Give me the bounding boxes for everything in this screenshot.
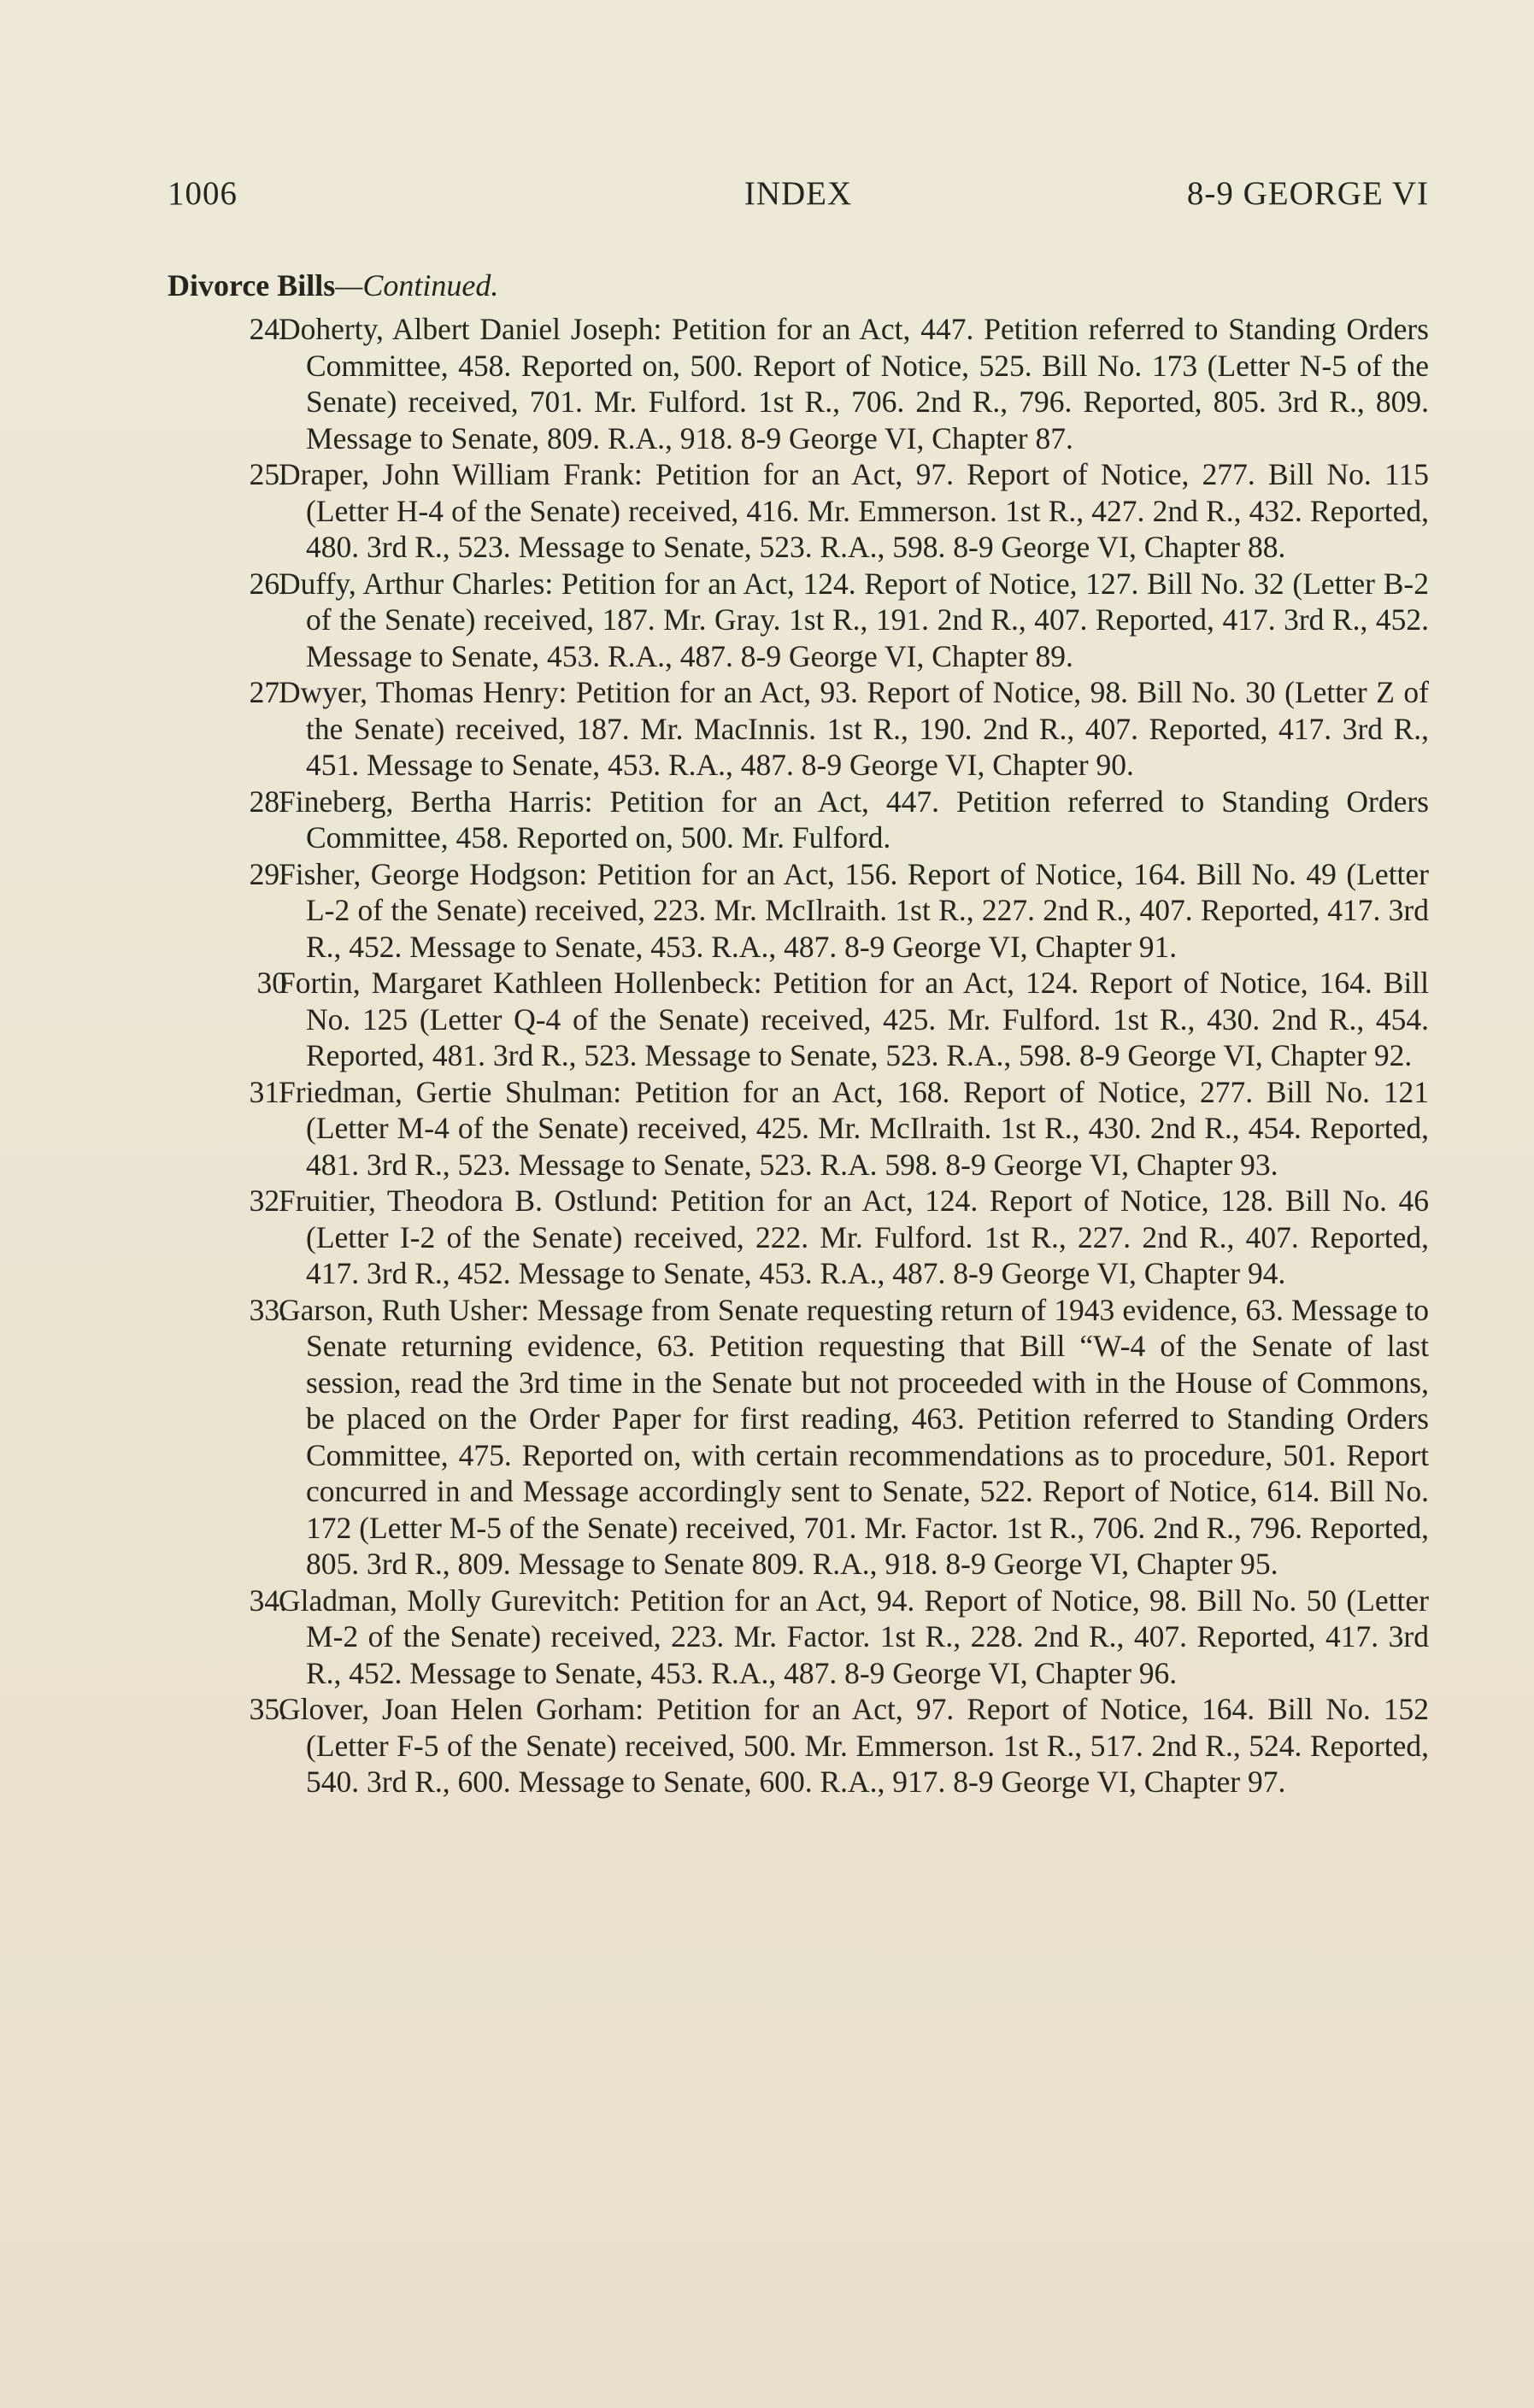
section-heading	[168, 267, 498, 304]
entry-text: Friedman, Gertie Shulman: Petition for an Act, 168. Report of Notice, 277. Bill No. 121 (Letter M-4 of the Senate) received, 425. Mr. McIlraith. 1st R., 430. 2nd R., 454. Reported, 481. 3rd R., 523. Message to Senate, 523. R.A. 598. 8-9 George VI, Chapter 93.	[279, 1074, 1429, 1182]
entry-number: 34.	[249, 1583, 287, 1618]
index-entry-list	[227, 311, 1429, 1800]
page-title: INDEX	[743, 175, 853, 212]
entry-number: 25.	[249, 457, 287, 491]
entry-number: 27.	[249, 675, 287, 709]
entry-text: Draper, John William Frank: Petition for an Act, 97. Report of Notice, 277. Bill No. 115 (Letter H-4 of the Senate) received, 416. Mr. Emmerson. 1st R., 427. 2nd R., 432. Reported, 480. 3rd R., 523. Message to Senate, 523. R.A., 598. 8-9 George VI, Chapter 88.	[279, 457, 1429, 564]
running-header	[168, 174, 1429, 215]
entry-number: 29.	[249, 856, 287, 891]
entry-text: Glover, Joan Helen Gorham: Petition for an Act, 97. Report of Notice, 164. Bill No. 152 (Letter F-5 of the Senate) received, 500. Mr. Emmerson. 1st R., 517. 2nd R., 524. Reported, 540. 3rd R., 600. Message to Senate, 600. R.A., 917. 8-9 George VI, Chapter 97.	[279, 1692, 1429, 1799]
index-entry-25	[227, 456, 1429, 566]
entry-number: 30	[256, 966, 287, 1000]
index-entry-27	[227, 674, 1429, 784]
index-entry-29	[227, 856, 1429, 966]
entry-number: 31.	[249, 1074, 287, 1109]
index-entry-32	[227, 1183, 1429, 1292]
entry-text: Garson, Ruth Usher: Message from Senate requesting return of 1943 evidence, 63. Message to Senate returning evidence, 63. Petition requesting that Bill “W-4 of the Senate of last session, read the 3rd time in the Senate but not proceeded with in the House of Commons, be placed on the Order Paper for first reading, 463. Petition referred to Standing Orders Committee, 475. Reported on, with certain recommendations as to procedure, 501. Report concurred in and Message accordingly sent to Senate, 522. Report of Notice, 614. Bill No. 172 (Letter M-5 of the Senate) received, 701. Mr. Factor. 1st R., 706. 2nd R., 796. Reported, 805. 3rd R., 809. Message to Senate 809. R.A., 918. 8-9 George VI, Chapter 95.	[279, 1292, 1429, 1581]
entry-number: 24.	[249, 312, 287, 346]
entry-text: Dwyer, Thomas Henry: Petition for an Act, 93. Report of Notice, 98. Bill No. 30 (Letter Z of the Senate) received, 187. Mr. MacInnis. 1st R., 190. 2nd R., 407. Reported, 417. 3rd R., 451. Message to Senate, 453. R.A., 487. 8-9 George VI, Chapter 90.	[279, 675, 1429, 782]
entry-text: Doherty, Albert Daniel Joseph: Petition for an Act, 447. Petition referred to Standing Orders Committee, 458. Reported on, 500. Report of Notice, 525. Bill No. 173 (Letter N-5 of the Senate) received, 701. Mr. Fulford. 1st R., 706. 2nd R., 796. Reported, 805. 3rd R., 809. Message to Senate, 809. R.A., 918. 8-9 George VI, Chapter 87.	[279, 312, 1429, 455]
entry-text: Fortin, Margaret Kathleen Hollenbeck: Petition for an Act, 124. Report of Notice, 164. Bill No. 125 (Letter Q-4 of the Senate) received, 425. Mr. Fulford. 1st R., 430. 2nd R., 454. Reported, 481. 3rd R., 523. Message to Senate, 523. R.A., 598. 8-9 George VI, Chapter 92.	[279, 966, 1429, 1072]
index-entry-28	[227, 784, 1429, 856]
entry-number: 35.	[249, 1692, 287, 1726]
volume-label: 8-9 GEORGE VI	[1186, 175, 1429, 212]
entry-text: Fisher, George Hodgson: Petition for an Act, 156. Report of Notice, 164. Bill No. 49 (Letter L-2 of the Senate) received, 223. Mr. McIlraith. 1st R., 227. 2nd R., 407. Reported, 417. 3rd R., 452. Message to Senate, 453. R.A., 487. 8-9 George VI, Chapter 91.	[279, 856, 1429, 964]
entry-text: Gladman, Molly Gurevitch: Petition for an Act, 94. Report of Notice, 98. Bill No. 50 (Letter M-2 of the Senate) received, 223. Mr. Factor. 1st R., 228. 2nd R., 407. Reported, 417. 3rd R., 452. Message to Senate, 453. R.A., 487. 8-9 George VI, Chapter 96.	[279, 1583, 1429, 1690]
index-entry-26	[227, 566, 1429, 675]
entry-text: Fineberg, Bertha Harris: Petition for an Act, 447. Petition referred to Standing Orders Committee, 458. Reported on, 500. Mr. Fulford.	[279, 784, 1429, 855]
entry-number: 28.	[249, 784, 287, 819]
entry-number: 26.	[249, 566, 287, 601]
index-entry-31	[227, 1074, 1429, 1183]
index-entry-34	[227, 1583, 1429, 1692]
page-number: 1006	[168, 175, 238, 212]
entry-text: Fruitier, Theodora B. Ostlund: Petition for an Act, 124. Report of Notice, 128. Bill No. 46 (Letter I-2 of the Senate) received, 222. Mr. Fulford. 1st R., 227. 2nd R., 407. Reported, 417. 3rd R., 452. Message to Senate, 453. R.A., 487. 8-9 George VI, Chapter 94.	[279, 1183, 1429, 1290]
entry-number: 33.	[249, 1292, 287, 1327]
entry-text: Duffy, Arthur Charles: Petition for an Act, 124. Report of Notice, 127. Bill No. 32 (Letter B-2 of the Senate) received, 187. Mr. Gray. 1st R., 191. 2nd R., 407. Reported, 417. 3rd R., 452. Message to Senate, 453. R.A., 487. 8-9 George VI, Chapter 89.	[279, 566, 1429, 673]
entry-number: 32.	[249, 1183, 287, 1218]
section-heading-title: Divorce Bills	[168, 268, 336, 302]
index-entry-30	[227, 965, 1429, 1074]
section-heading-continued: —Continued.	[335, 268, 499, 302]
index-entry-24	[227, 311, 1429, 456]
index-entry-33	[227, 1292, 1429, 1583]
index-entry-35	[227, 1691, 1429, 1800]
